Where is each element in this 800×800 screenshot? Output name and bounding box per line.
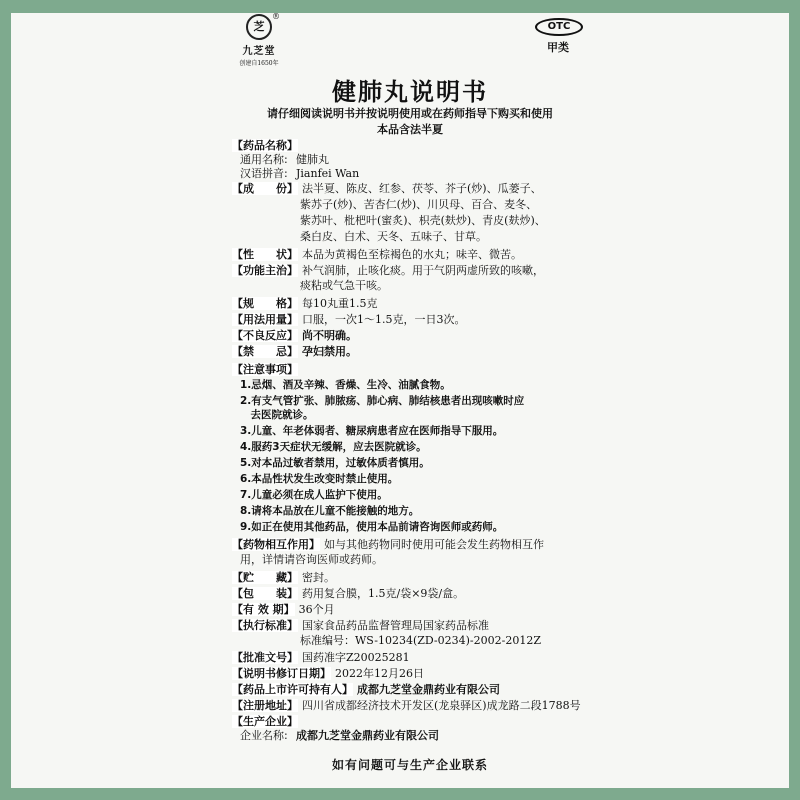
adverse: 尚不明确。 <box>302 329 357 342</box>
interaction-row <box>232 538 544 551</box>
indications-line: 痰粘或气急干咳。 <box>300 279 388 292</box>
contra: 孕妇禁用。 <box>302 345 357 358</box>
otc-badge <box>535 18 581 55</box>
section-label: 【 执行标准 】 <box>232 619 298 632</box>
revision-row <box>232 667 424 680</box>
caution-item: 5.对本品过敏者禁用，过敏体质者慎用。 <box>240 457 430 469</box>
adverse-row <box>232 329 357 342</box>
section-label: 【 有 效 期 】 <box>232 603 295 616</box>
address-row <box>232 699 581 712</box>
section-label: 【 药物相互作用 】 <box>232 538 320 551</box>
validity: 36个月 <box>298 603 335 616</box>
package-row <box>232 587 464 600</box>
address: 四川省成都经济技术开发区(龙泉驿区)成龙路二段1788号 <box>302 699 581 712</box>
usage: 口服，一次1～1.5克，一日3次。 <box>302 313 466 326</box>
notice <box>230 106 590 138</box>
section-label: 【 注册地址 】 <box>232 699 298 712</box>
section-label: 【 功能主治 】 <box>232 264 298 277</box>
ingredients-line: 法半夏、陈皮、红参、茯苓、芥子(炒)、瓜蒌子、 <box>302 182 542 195</box>
storage-row <box>232 571 335 584</box>
registered-mark: ® <box>272 12 280 21</box>
section-label: 【 生产企业 】 <box>232 715 298 728</box>
holder-row <box>232 683 500 696</box>
company: 成都九芝堂金鼎药业有限公司 <box>296 729 439 742</box>
interaction-line: 用，详情请咨询医师或药师。 <box>240 553 383 566</box>
generic-name: 健肺丸 <box>296 153 329 166</box>
spec: 每10丸重1.5克 <box>302 297 378 310</box>
caution-item: 7.儿童必须在成人监护下使用。 <box>240 489 388 501</box>
approval-row <box>232 651 410 664</box>
logo-name: 九芝堂 <box>242 46 276 57</box>
contra-row <box>232 345 357 358</box>
ingredients-line: 紫苏叶、枇杷叶(蜜炙)、枳壳(麸炒)、青皮(麸炒)、 <box>300 214 546 227</box>
package: 药用复合膜，1.5克/袋×9袋/盒。 <box>302 587 465 600</box>
properties: 本品为黄褐色至棕褐色的水丸；味辛、微苦。 <box>302 248 522 261</box>
interaction-line: 如与其他药物同时使用可能会发生药物相互作 <box>324 538 544 551</box>
caution-item: 1.忌烟、酒及辛辣、香燥、生冷、油腻食物。 <box>240 379 451 391</box>
section-label: 【 包 装 】 <box>232 587 298 600</box>
holder: 成都九芝堂金鼎药业有限公司 <box>357 683 500 696</box>
properties-row <box>232 248 522 261</box>
generic-name-row <box>240 153 329 166</box>
caution-item: 3.儿童、年老体弱者、糖尿病患者应在医师指导下服用。 <box>240 425 504 437</box>
section-label: 【 规 格 】 <box>232 297 298 310</box>
otc-label: OTC <box>535 18 583 36</box>
revision: 2022年12月26日 <box>335 667 424 680</box>
usage-row <box>232 313 466 326</box>
company-row <box>240 729 439 742</box>
document-title: 健肺丸说明书 <box>332 78 488 106</box>
manufacturer-heading <box>232 715 302 728</box>
section-label: 【 批准文号 】 <box>232 651 298 664</box>
drug-name-heading <box>232 139 302 152</box>
caution-item: 8.请将本品放在儿童不能接触的地方。 <box>240 505 420 517</box>
standard-line: 标准编号：WS-10234(ZD-0234)-2002-2012Z <box>300 634 541 647</box>
field-label: 企业名称: <box>240 729 288 742</box>
spec-row <box>232 297 378 310</box>
brand-logo <box>232 14 286 67</box>
caution-item: 9.如正在使用其他药品，使用本品前请咨询医师或药师。 <box>240 521 504 533</box>
field-label: 通用名称: <box>240 153 288 166</box>
ingredients-line: 桑白皮、白术、天冬、五味子、甘草。 <box>300 230 487 243</box>
approval: 国药准字Z20025281 <box>302 651 410 664</box>
ingredients-row <box>232 182 542 195</box>
caution-item: 4.服药3天症状无缓解，应去医院就诊。 <box>240 441 427 453</box>
caution-item: 去医院就诊。 <box>240 409 314 421</box>
section-label: 【 不良反应 】 <box>232 329 298 342</box>
section-label: 【 药品名称 】 <box>232 139 298 152</box>
section-label: 【 用法用量 】 <box>232 313 298 326</box>
logo-mark-icon: 芝 <box>246 14 272 40</box>
section-label: 【 说明书修订日期 】 <box>232 667 331 680</box>
standard-line: 国家食品药品监督管理局国家药品标准 <box>302 619 489 632</box>
notice-line: 本品含法半夏 <box>377 123 443 136</box>
notice-line: 请仔细阅读说明书并按说明使用或在药师指导下购买和使用 <box>267 107 553 120</box>
caution-item: 2.有支气管扩张、肺脓疡、肺心病、肺结核患者出现咳嗽时应 <box>240 395 525 407</box>
ingredients-line: 紫苏子(炒)、苦杏仁(炒)、川贝母、百合、麦冬、 <box>300 198 538 211</box>
section-label: 【 性 状 】 <box>232 248 298 261</box>
section-label: 【 贮 藏 】 <box>232 571 298 584</box>
section-label: 【 注意事项 】 <box>232 363 298 376</box>
cautions-heading <box>232 363 302 376</box>
logo-subtitle: 创建自1650年 <box>239 60 279 67</box>
field-label: 汉语拼音: <box>240 167 288 180</box>
otc-class: 甲类 <box>547 41 569 54</box>
validity-row <box>232 603 335 616</box>
section-label: 【 禁 忌 】 <box>232 345 298 358</box>
indications-line: 补气润肺，止咳化痰。用于气阴两虚所致的咳嗽， <box>302 264 544 277</box>
indications-row <box>232 264 544 277</box>
footer-note: 如有问题可与生产企业联系 <box>331 758 488 772</box>
standard-row <box>232 619 489 632</box>
caution-item: 6.本品性状发生改变时禁止使用。 <box>240 473 399 485</box>
pinyin: Jianfei Wan <box>296 167 360 180</box>
storage: 密封。 <box>302 571 335 584</box>
pinyin-row <box>240 167 359 180</box>
section-label: 【 药品上市许可持有人 】 <box>232 683 353 696</box>
section-label: 【 成 份 】 <box>232 182 298 195</box>
